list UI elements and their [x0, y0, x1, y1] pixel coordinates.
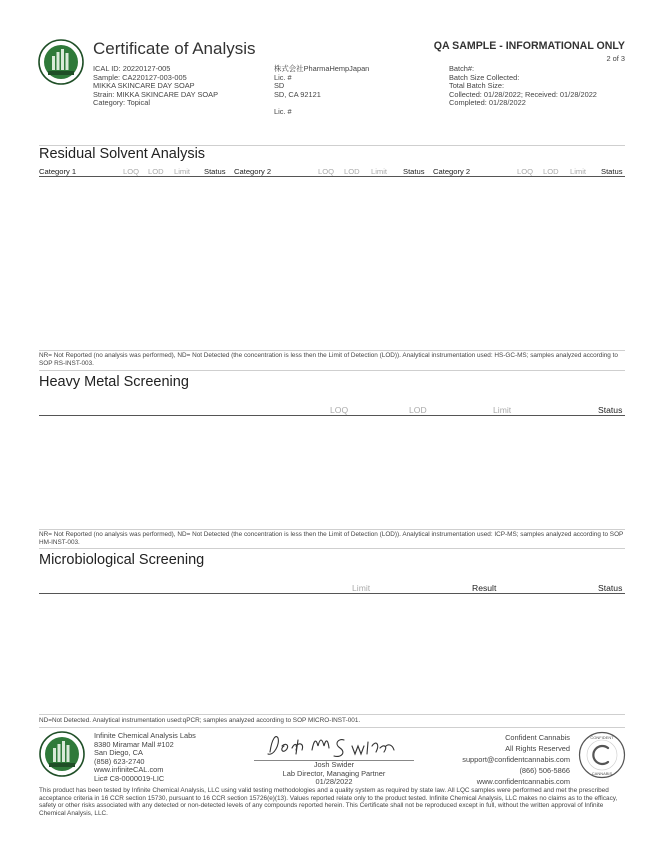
divider: [39, 529, 625, 530]
col-status: Status: [598, 405, 623, 415]
client-address: SD, CA 92121: [274, 89, 321, 99]
client-name: 株式会社PharmaHempJapan: [274, 64, 370, 73]
batch-info: [449, 65, 629, 108]
col-category: Category 2: [433, 167, 471, 176]
page-number: 2 of 3: [606, 54, 625, 63]
col-loq: LOQ: [318, 167, 335, 176]
cc-email: support@confidentcannabis.com: [462, 755, 570, 764]
col-status: Status: [598, 583, 623, 593]
lab-license: Lic# C8-0000019-LIC: [94, 773, 165, 783]
col-limit: Limit: [352, 583, 371, 593]
col-loq: LOQ: [330, 405, 349, 415]
lab-logo: [38, 39, 84, 85]
col-status: Status: [204, 167, 226, 176]
collected-received: Collected: 01/28/2022; Received: 01/28/2022: [449, 89, 597, 99]
batch-number: Batch#:: [449, 64, 475, 73]
client-city: SD: [274, 81, 285, 91]
sample-id: Sample: CA220127-003-005: [93, 72, 187, 82]
total-batch-size: Total Batch Size:: [449, 81, 505, 91]
divider: [39, 370, 625, 371]
strain: Strain: MIKKA SKINCARE DAY SOAP: [93, 89, 218, 99]
col-limit: Limit: [174, 167, 191, 176]
signer-title: Lab Director, Managing Partner: [282, 768, 386, 778]
col-status: Status: [601, 167, 623, 176]
ical-id: ICAL ID: 20220127-005: [93, 64, 171, 73]
table-rule: [39, 176, 625, 177]
qa-banner: QA SAMPLE - INFORMATIONAL ONLY: [433, 40, 625, 52]
sample-info: [93, 65, 268, 108]
table-rule: [39, 593, 625, 594]
col-category: Category 2: [234, 167, 272, 176]
table-rule: [39, 415, 625, 416]
divider: [39, 727, 625, 728]
cc-info: [440, 732, 570, 787]
divider: [39, 350, 625, 351]
col-lod: LOD: [148, 167, 164, 176]
micro-title: Microbiological Screening: [39, 552, 205, 568]
category: Category: Topical: [93, 98, 150, 108]
client-info: [274, 65, 439, 117]
col-limit: Limit: [570, 167, 587, 176]
lab-logo-small: [39, 731, 85, 777]
cc-rights: All Rights Reserved: [505, 744, 570, 753]
svg-text:CANNABIS: CANNABIS: [591, 771, 613, 776]
col-limit: Limit: [371, 167, 388, 176]
col-lod: LOD: [543, 167, 559, 176]
residual-title: Residual Solvent Analysis: [39, 146, 206, 162]
lab-city: San Diego, CA: [94, 748, 143, 758]
heavy-metal-title: Heavy Metal Screening: [39, 374, 189, 390]
cc-website: www.confidentcannabis.com: [476, 777, 570, 786]
svg-text:CONFIDENT: CONFIDENT: [590, 735, 614, 740]
signer-date: 01/28/2022: [315, 777, 353, 787]
disclaimer: This product has been tested by Infinite Chemical Analysis, LLC using valid testing methodologies and a quality system as required by state law. All LQC samples were performed and met the prescribed acceptance criteria in 16 CCR section 15730, pursuant to 16 CCR section 15726(e)(13). Values reported relate only to the product tested. Infinite Chemical Analysis, LLC makes no claims as to the efficacy, safety or other risks associated with any detected or non-detected levels of any compounds reported herein. This Certificate shall not be reproduced except in full, without the written approval of Infinite Chemical Analysis, LLC.: [39, 787, 618, 817]
batch-size-collected: Batch Size Collected:: [449, 72, 520, 82]
lab-street: 8380 Miramar Mall #102: [94, 739, 174, 749]
col-result: Result: [472, 583, 497, 593]
client-lic: Lic. #: [274, 72, 292, 82]
client-blank: [274, 99, 439, 108]
col-loq: LOQ: [123, 167, 140, 176]
col-lod: LOD: [409, 405, 427, 415]
signature: [262, 730, 412, 760]
cc-phone: (866) 506-5866: [519, 766, 570, 775]
col-lod: LOD: [344, 167, 360, 176]
heavy-metal-note: NR= Not Reported (no analysis was performed), ND= Not Detected (the concentration is less then the Limit of Detection (LOD)). Analytical instrumentation used: ICP-MS; samples analyzed according to SOP HM-INST-003.: [39, 531, 624, 546]
lab-name: Infinite Chemical Analysis Labs: [94, 731, 196, 740]
divider: [39, 548, 625, 549]
signer-block: [240, 761, 428, 787]
residual-note: NR= Not Reported (no analysis was performed), ND= Not Detected (the concentration is less then the Limit of Detection (LOD)). Analytical instrumentation used: HS-GC-MS; samples analyzed according to SOP RS-INST-003.: [39, 352, 618, 367]
confident-cannabis-seal: [578, 731, 626, 779]
sample-name: MIKKA SKINCARE DAY SOAP: [93, 81, 195, 91]
signer-name: Josh Swider: [313, 760, 355, 769]
lab-website: www.infiniteCAL.com: [94, 765, 164, 775]
lab-phone: (858) 623-2740: [94, 756, 145, 766]
col-category: Category 1: [39, 167, 77, 176]
col-limit: Limit: [493, 405, 512, 415]
document-title: Certificate of Analysis: [93, 39, 256, 58]
lab-address: [94, 732, 244, 784]
divider: [39, 714, 625, 715]
col-status: Status: [403, 167, 425, 176]
completed: Completed: 01/28/2022: [449, 98, 526, 108]
micro-note: ND=Not Detected. Analytical instrumentation used:qPCR; samples analyzed according to SOP MICRO-INST-001.: [39, 717, 361, 724]
cc-name: Confident Cannabis: [505, 733, 570, 742]
client-lic-2: Lic. #: [274, 106, 292, 116]
col-loq: LOQ: [517, 167, 534, 176]
